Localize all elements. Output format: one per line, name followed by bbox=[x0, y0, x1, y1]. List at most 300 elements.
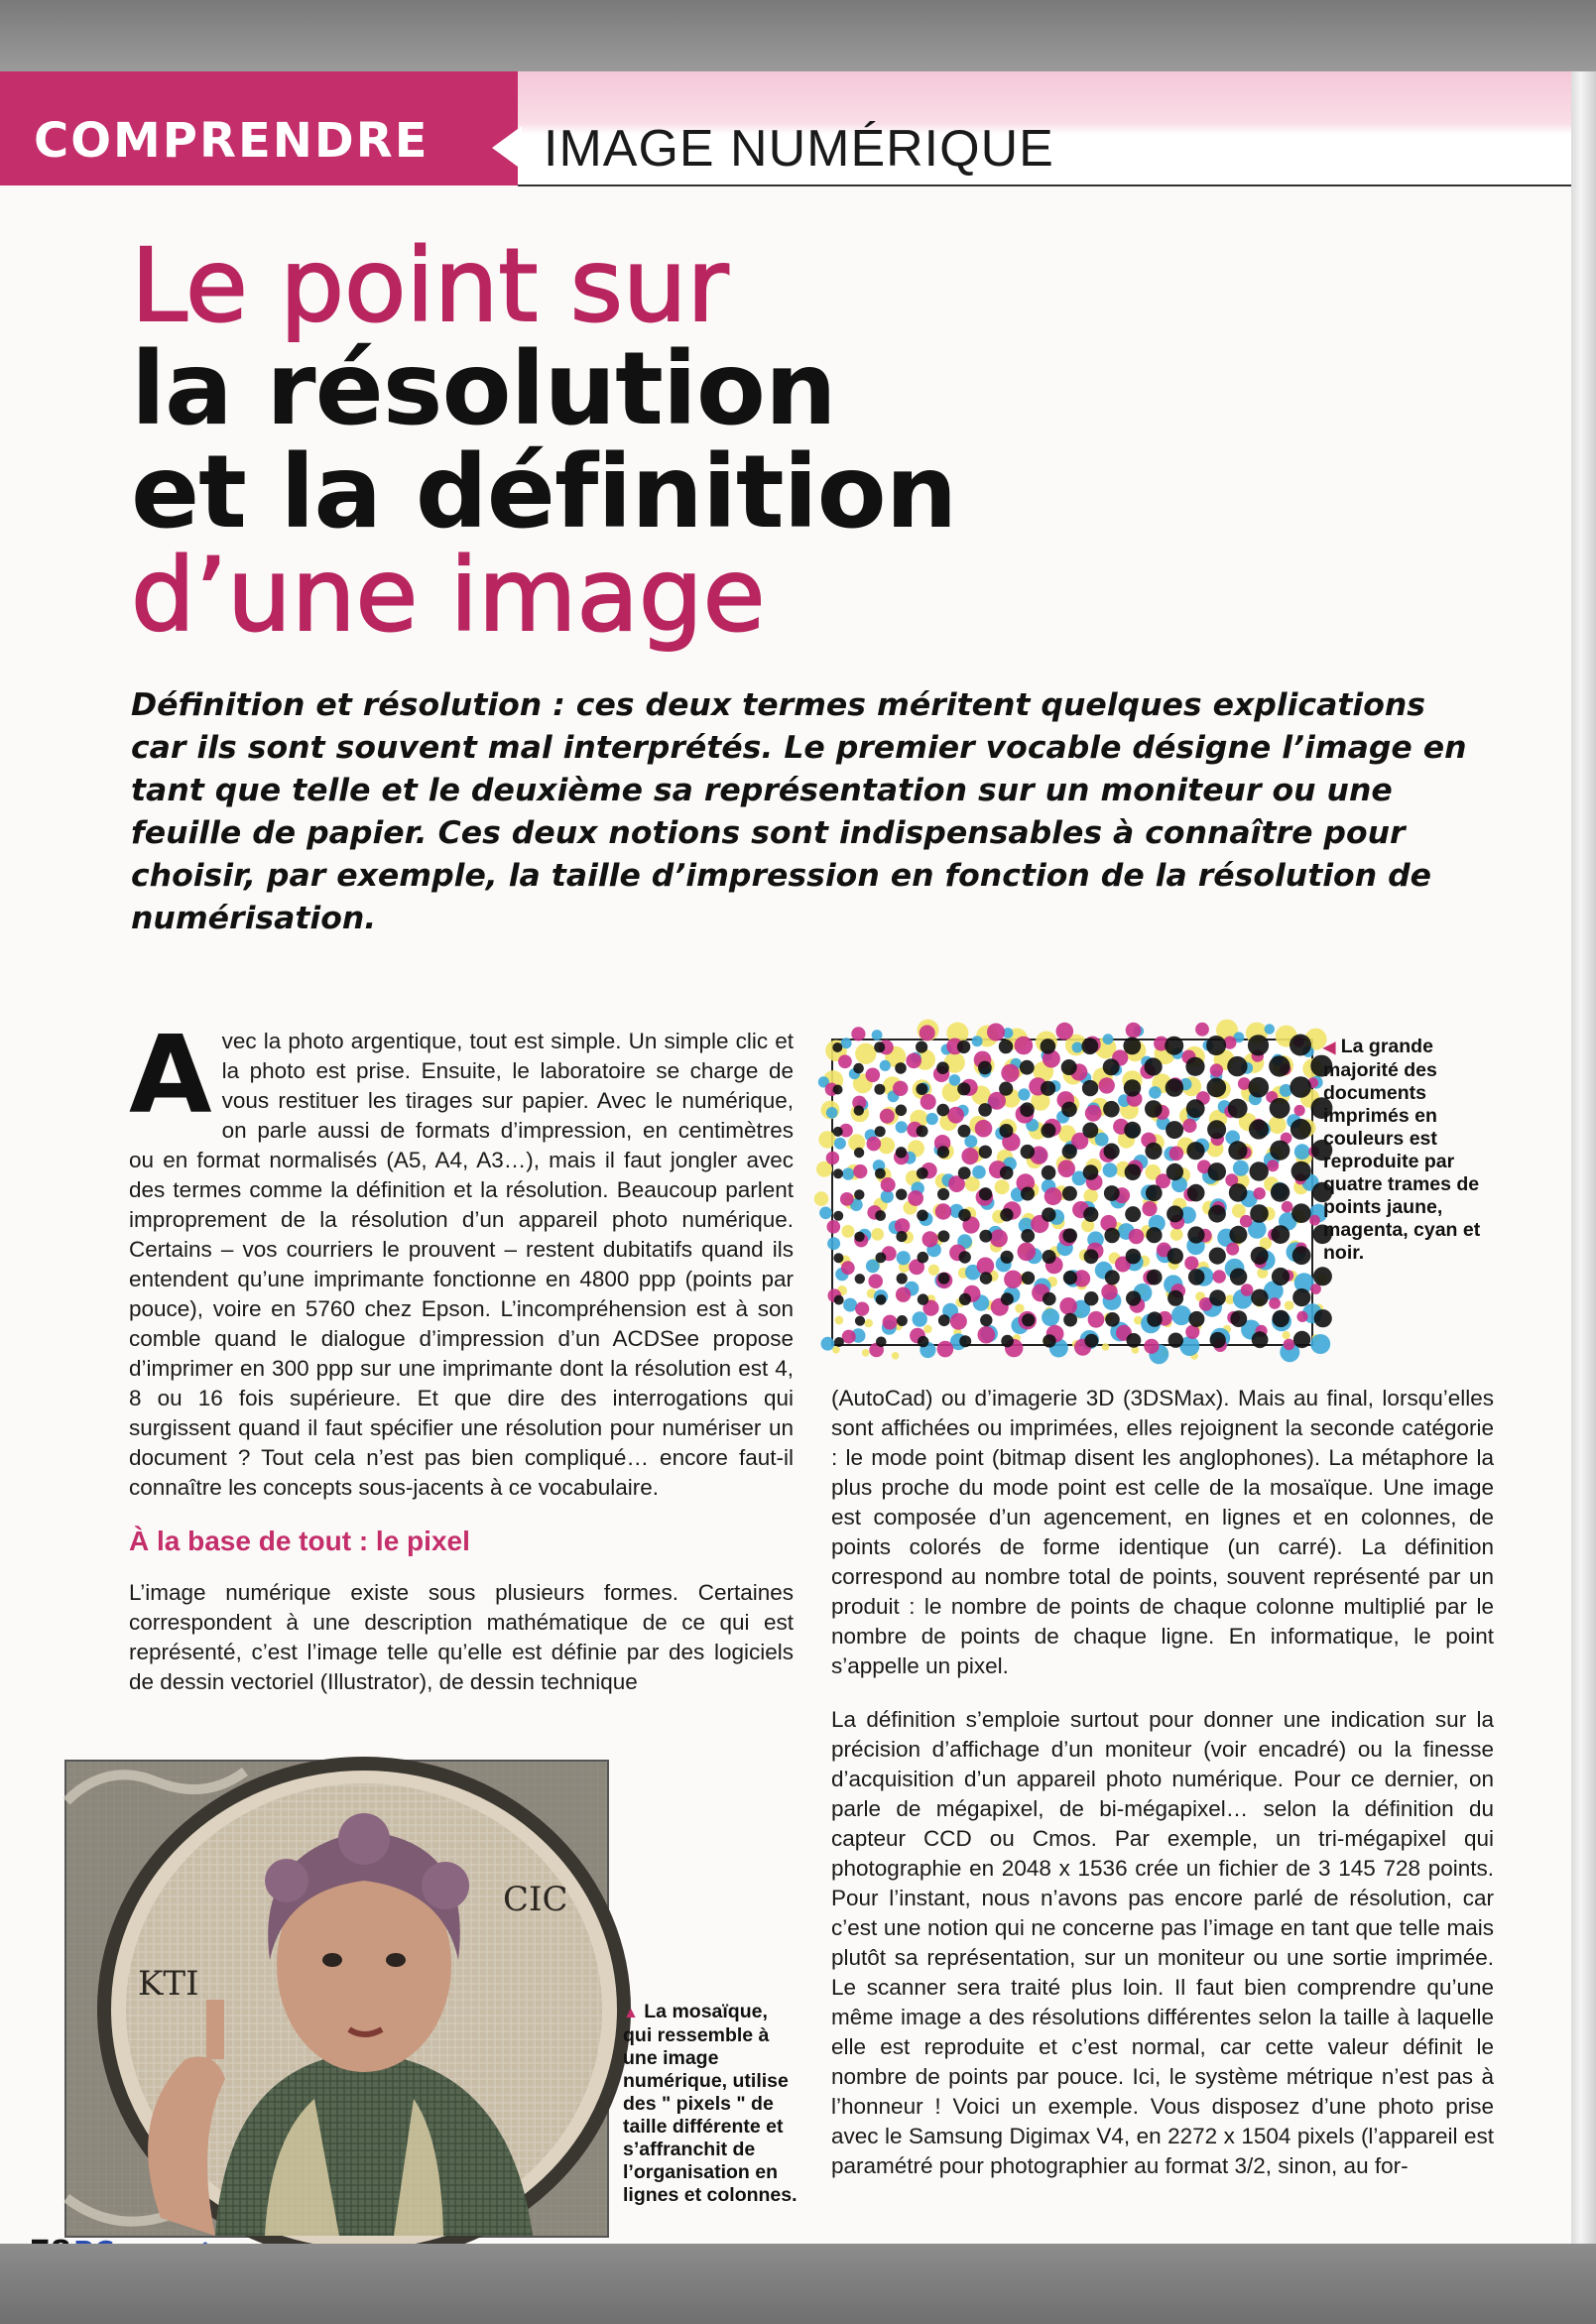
halftone-dot bbox=[1188, 1269, 1205, 1285]
halftone-dot bbox=[896, 1105, 908, 1117]
halftone-dot bbox=[1167, 1290, 1183, 1306]
halftone-dot bbox=[1062, 1228, 1077, 1243]
halftone-dot bbox=[1001, 1292, 1014, 1305]
halftone-dot bbox=[1084, 1291, 1098, 1305]
halftone-dot bbox=[1252, 1331, 1269, 1348]
halftone-dot bbox=[1044, 1187, 1062, 1205]
halftone-dot bbox=[874, 1084, 885, 1095]
halftone-dot bbox=[1209, 1248, 1226, 1265]
halftone-dot bbox=[1184, 1256, 1198, 1270]
halftone-dot bbox=[855, 1274, 865, 1284]
halftone-dot bbox=[1083, 1188, 1098, 1203]
halftone-dot bbox=[938, 1273, 950, 1284]
halftone-dot bbox=[979, 1146, 992, 1159]
halftone-dot bbox=[866, 1068, 881, 1083]
halftone-dot bbox=[918, 1252, 929, 1264]
halftone-dot bbox=[841, 1225, 854, 1238]
halftone-dot bbox=[916, 1083, 927, 1095]
halftone-dot bbox=[1102, 1343, 1110, 1351]
halftone-dot bbox=[1020, 1060, 1035, 1075]
halftone-dot bbox=[1126, 1249, 1142, 1265]
halftone-dot bbox=[1228, 1099, 1248, 1119]
halftone-dot bbox=[897, 1251, 911, 1265]
halftone-dot bbox=[1170, 1228, 1183, 1241]
halftone-dot bbox=[1063, 1271, 1077, 1284]
halftone-dot bbox=[1185, 1057, 1204, 1076]
halftone-dot bbox=[868, 1274, 883, 1288]
caption-pointer-icon: ◀ bbox=[1323, 1040, 1336, 1056]
halftone-dot bbox=[917, 1167, 928, 1179]
halftone-dot bbox=[908, 1190, 923, 1206]
left-column bbox=[129, 1014, 794, 1721]
halftone-dot bbox=[917, 1210, 928, 1222]
halftone-dot bbox=[937, 1146, 949, 1158]
halftone-dot bbox=[1043, 1334, 1055, 1347]
halftone-dot bbox=[1169, 1147, 1184, 1162]
halftone-dot bbox=[1104, 1185, 1120, 1201]
mosaic-photo bbox=[64, 1760, 609, 2238]
halftone-dot bbox=[855, 1316, 865, 1326]
halftone-dot bbox=[980, 1272, 993, 1284]
halftone-dot bbox=[1083, 1207, 1098, 1222]
halftone-dot bbox=[827, 1220, 841, 1234]
halftone-dot bbox=[1088, 1311, 1105, 1328]
halftone-dot bbox=[1001, 1335, 1014, 1348]
halftone-dot bbox=[1149, 1086, 1162, 1099]
halftone-dot bbox=[881, 1177, 896, 1192]
halftone-dot bbox=[1061, 1102, 1077, 1118]
halftone-dot bbox=[913, 1311, 927, 1326]
halftone-dot bbox=[1229, 1183, 1248, 1202]
halftone-dot bbox=[1271, 1182, 1289, 1201]
caption-pointer-icon: ▲ bbox=[623, 2005, 639, 2021]
halftone-dot bbox=[840, 1192, 854, 1206]
halftone-dot bbox=[880, 1109, 895, 1124]
halftone-dot bbox=[1187, 1226, 1204, 1243]
halftone-dot bbox=[958, 1125, 971, 1138]
halftone-dot bbox=[1062, 1186, 1077, 1201]
halftone-dot bbox=[1104, 1228, 1119, 1243]
definition-paragraph: La définition s’emploie surtout pour donner une indication sur la précision d’affichage d’un moniteur (voir encadré) ou la finesse d’acquisition d’un appareil photo numérique. Pour ce dernier, on parle de mégapixel, de bi-mégapixel… selon la définition du capteur CCD ou Cmos. Par exemple, un tri-mégapixel qui photographie en 2048 x 1536 crée un fichier de 3 145 728 points. Pour l’instant, nous n’avons pas encore parlé de résolution, car c’est une notion qui ne concerne pas l’image en tant que telle mais plutôt sa représentation, sur un moniteur ou une sortie imprimée. Le scanner sera traité plus loin. Il faut bien comprendre qu’une même image a des résolutions différentes selon la taille à laquelle elle est reproduite et c’est normal, car cette valeur définit le nombre de points par pouce. Ici, le système métrique n’est pas à l’honneur ! Voici un exemple. Vous disposez d’une photo prise avec le Samsung Digimax V4, en 2272 x 1504 pixels (l’appareil est paramétré pour photographier au format 3/2, sinon, au for- bbox=[831, 1707, 1494, 2178]
halftone-dot bbox=[1146, 1227, 1162, 1243]
halftone-dot bbox=[875, 1168, 886, 1179]
halftone-dot bbox=[876, 1294, 887, 1305]
halftone-dot bbox=[875, 1126, 886, 1137]
halftone-dot bbox=[1000, 1208, 1013, 1221]
scan-top-border bbox=[0, 0, 1596, 71]
halftone-dot bbox=[883, 1315, 898, 1330]
halftone-dot bbox=[1043, 1250, 1056, 1264]
halftone-dot bbox=[959, 1335, 971, 1347]
halftone-dot bbox=[1059, 1297, 1077, 1315]
halftone-dot bbox=[1269, 1055, 1289, 1076]
halftone-dot bbox=[1021, 1145, 1035, 1159]
halftone-dot bbox=[999, 1040, 1013, 1053]
halftone-dot bbox=[1041, 1081, 1055, 1096]
title-line-2: la résolution bbox=[131, 330, 836, 448]
halftone-dot bbox=[935, 1203, 951, 1219]
halftone-dot bbox=[1293, 1331, 1310, 1348]
halftone-dot bbox=[1265, 1024, 1275, 1034]
halftone-dot bbox=[1126, 1290, 1141, 1305]
halftone-dot bbox=[978, 1061, 992, 1075]
halftone-dot bbox=[853, 1063, 864, 1074]
halftone-dot bbox=[1207, 1120, 1226, 1139]
halftone-dot bbox=[917, 1125, 928, 1137]
halftone-dot bbox=[896, 1147, 907, 1158]
halftone-dot bbox=[1082, 1080, 1098, 1096]
halftone-dot bbox=[1314, 1309, 1332, 1327]
halftone-dot bbox=[936, 1061, 949, 1074]
halftone-dot bbox=[1240, 1215, 1253, 1228]
halftone-dot bbox=[1043, 1292, 1056, 1306]
halftone-dot bbox=[896, 1287, 911, 1302]
halftone-dot bbox=[1083, 1164, 1099, 1180]
halftone-dot bbox=[923, 1325, 931, 1333]
halftone-dot bbox=[1233, 1161, 1249, 1176]
halftone-dot bbox=[834, 1337, 844, 1347]
halftone-dot bbox=[1165, 1037, 1183, 1055]
halftone-dot bbox=[826, 1107, 838, 1119]
halftone-dot bbox=[1001, 1251, 1014, 1264]
halftone-dot bbox=[918, 1336, 928, 1347]
halftone-dot bbox=[987, 1024, 1005, 1041]
scan-bottom-border bbox=[0, 2244, 1596, 2324]
halftone-dot bbox=[1145, 1143, 1162, 1160]
halftone-dot bbox=[896, 1121, 908, 1133]
halftone-dot bbox=[855, 1302, 869, 1316]
halftone-dot bbox=[995, 1179, 1010, 1194]
halftone-dot bbox=[826, 1152, 839, 1164]
halftone-dot bbox=[972, 1165, 986, 1179]
halftone-dot bbox=[1166, 1205, 1183, 1222]
halftone-dot bbox=[1144, 1339, 1159, 1354]
halftone-dot bbox=[1101, 1284, 1117, 1299]
halftone-dot bbox=[1020, 1102, 1035, 1117]
halftone-dot bbox=[1186, 1142, 1204, 1160]
halftone-dot bbox=[1208, 1205, 1226, 1223]
halftone-dot bbox=[1251, 1247, 1269, 1265]
halftone-dot bbox=[864, 1319, 873, 1328]
halftone-dot bbox=[1126, 1023, 1142, 1039]
halftone-dot bbox=[1269, 1116, 1287, 1134]
halftone-dot bbox=[876, 1337, 887, 1348]
halftone-dot bbox=[937, 1230, 949, 1242]
halftone-dot bbox=[1292, 1246, 1311, 1265]
halftone-dot bbox=[1123, 1038, 1141, 1055]
halftone-dot bbox=[1229, 1226, 1247, 1244]
halftone-dot bbox=[1206, 1036, 1226, 1055]
halftone-dot bbox=[990, 1229, 1008, 1247]
halftone-dot bbox=[854, 1189, 864, 1199]
halftone-caption-text: La grande majorité des documents imprimés en couleurs est reproduite par quatre trames de points jaune, magenta, cyan et noir. bbox=[1323, 1036, 1481, 1264]
halftone-dot bbox=[978, 1326, 996, 1344]
halftone-dot bbox=[916, 1041, 927, 1053]
page-edge bbox=[1571, 71, 1596, 2244]
halftone-dot bbox=[1292, 1288, 1310, 1306]
halftone-dot bbox=[897, 1315, 908, 1326]
halftone-dot bbox=[1056, 1023, 1074, 1040]
halftone-dot bbox=[1104, 1144, 1120, 1160]
halftone-dot bbox=[1249, 1120, 1269, 1140]
halftone-dot bbox=[854, 1232, 864, 1242]
halftone-dot bbox=[1166, 1163, 1183, 1180]
drop-cap: A bbox=[129, 1014, 212, 1138]
halftone-dot bbox=[961, 1148, 978, 1164]
halftone-dot bbox=[1213, 1270, 1226, 1283]
halftone-dot bbox=[821, 1337, 835, 1351]
halftone-dot bbox=[1041, 1039, 1056, 1054]
halftone-dot bbox=[834, 1295, 844, 1305]
halftone-dot bbox=[1147, 1270, 1163, 1285]
right-column bbox=[831, 1384, 1494, 2205]
halftone-dot bbox=[835, 1316, 844, 1325]
halftone-dot bbox=[1041, 1123, 1055, 1138]
halftone-dot bbox=[965, 1176, 980, 1191]
halftone-dot bbox=[1105, 1312, 1120, 1327]
halftone-dot bbox=[950, 1313, 967, 1330]
halftone-dot bbox=[1145, 1100, 1163, 1118]
halftone-dot bbox=[1285, 1300, 1294, 1310]
halftone-dot bbox=[1129, 1229, 1145, 1245]
halftone-figure bbox=[831, 1039, 1313, 1346]
halftone-dot bbox=[1207, 1078, 1227, 1098]
halftone-dot bbox=[1230, 1269, 1247, 1285]
bitmap-paragraph: (AutoCad) ou d’imagerie 3D (3DSMax). Mais au final, lorsqu’elles sont affichées ou imprimées, elles rejoignent la seconde catégorie : le mode point (bitmap disent les anglophones). La métaphore la plus proche du mode point est celle de la mosaïque. Une image est composée d’un agencement, en lignes et en colonnes, de points colorés de forme identique (un carré). La définition correspond au nombre total de points, souvent représenté par un produit : le nombre de points de chaque colonne multiplié par le nombre de points de chaque ligne. En informatique, le point s’appelle un pixel. bbox=[831, 1386, 1494, 1678]
mosaic-letters-right: CIC bbox=[503, 1880, 568, 1919]
halftone-dot bbox=[1125, 1163, 1142, 1180]
halftone-dot bbox=[1310, 1334, 1330, 1354]
halftone-dot bbox=[1290, 1119, 1311, 1140]
halftone-dot bbox=[1186, 1099, 1205, 1118]
halftone-dot bbox=[1146, 1184, 1163, 1201]
halftone-dot bbox=[1072, 1042, 1083, 1053]
halftone-dot bbox=[838, 1054, 852, 1068]
title-line-4: d’une image bbox=[131, 537, 766, 655]
halftone-dot bbox=[876, 1253, 887, 1264]
halftone-dot bbox=[1228, 1141, 1247, 1160]
halftone-dot bbox=[1251, 1289, 1268, 1306]
halftone-dot bbox=[833, 1127, 843, 1137]
halftone-caption bbox=[1323, 1036, 1498, 1265]
halftone-dot bbox=[853, 1164, 867, 1178]
halftone-dot bbox=[875, 1210, 886, 1221]
halftone-dot bbox=[1270, 1141, 1289, 1161]
halftone-dot bbox=[1195, 1023, 1209, 1037]
halftone-dot bbox=[1105, 1270, 1120, 1284]
halftone-dot bbox=[949, 1074, 961, 1086]
halftone-dot bbox=[842, 1167, 854, 1179]
halftone-dot bbox=[999, 1124, 1013, 1138]
pixel-paragraph: L’image numérique existe sous plusieurs formes. Certaines correspondent à une description mathématique de ce qui est représenté, c’est l’image telle qu’elle est définie par des logiciels de dessin vectoriel (Illustrator), de dessin technique bbox=[129, 1580, 794, 1694]
halftone-dot bbox=[871, 1228, 884, 1241]
halftone-dot bbox=[843, 1298, 857, 1312]
halftone-dot bbox=[972, 1036, 983, 1046]
halftone-dot bbox=[921, 1094, 936, 1110]
title-line-1: Le point sur bbox=[131, 227, 729, 345]
halftone-dot bbox=[880, 1060, 891, 1071]
halftone-dot bbox=[1063, 1313, 1077, 1327]
halftone-dot bbox=[1294, 1105, 1305, 1116]
halftone-dot bbox=[892, 1352, 900, 1360]
halftone-dot bbox=[1230, 1310, 1247, 1327]
halftone-dot bbox=[1171, 1305, 1191, 1325]
section-arrow-icon bbox=[492, 126, 522, 170]
halftone-dot bbox=[1249, 1077, 1270, 1098]
halftone-dot bbox=[1127, 1333, 1142, 1348]
halftone-dot bbox=[1124, 1079, 1141, 1096]
halftone-dot bbox=[1000, 1166, 1014, 1180]
halftone-dot bbox=[1267, 1160, 1279, 1171]
halftone-dot bbox=[1085, 1105, 1102, 1122]
mosaic-caption-text: La mosaïque, qui ressemble à une image numérique, utilise des " pixels " de taille différente et s’affranchit de l’organisation en lignes et colonnes. bbox=[623, 2001, 798, 2206]
halftone-dot bbox=[957, 1082, 970, 1095]
halftone-dot bbox=[978, 1103, 992, 1117]
halftone-dot bbox=[918, 1293, 928, 1304]
halftone-dot bbox=[1004, 1271, 1022, 1288]
halftone-dot bbox=[1015, 1303, 1024, 1312]
halftone-dot bbox=[1057, 1160, 1075, 1177]
halftone-dot bbox=[980, 1314, 992, 1326]
halftone-dot bbox=[832, 1042, 842, 1052]
halftone-dot bbox=[1082, 1123, 1098, 1139]
halftone-dot bbox=[1103, 1034, 1114, 1044]
halftone-dot bbox=[920, 1025, 935, 1040]
halftone-dot bbox=[854, 1105, 864, 1115]
halftone-dot bbox=[1273, 1310, 1289, 1327]
halftone-dot bbox=[1103, 1101, 1120, 1118]
halftone-dot bbox=[1166, 1121, 1183, 1139]
halftone-dot bbox=[1001, 1064, 1019, 1082]
halftone-dot bbox=[867, 1137, 882, 1152]
halftone-dot bbox=[1021, 1187, 1035, 1201]
intro-paragraph bbox=[129, 1014, 794, 1503]
halftone-dot bbox=[1271, 1225, 1289, 1244]
topic-name: IMAGE NUMÉRIQUE bbox=[544, 120, 1054, 178]
halftone-dot bbox=[1289, 1076, 1311, 1098]
halftone-dot bbox=[1042, 1308, 1059, 1326]
halftone-dot bbox=[936, 1104, 949, 1117]
halftone-dot bbox=[1294, 1144, 1310, 1160]
halftone-dot bbox=[1272, 1268, 1289, 1285]
halftone-dot bbox=[959, 1251, 971, 1263]
halftone-dot bbox=[1061, 1059, 1077, 1075]
halftone-dot bbox=[1187, 1184, 1205, 1202]
halftone-dot bbox=[957, 1040, 970, 1053]
halftone-dot bbox=[819, 1207, 832, 1220]
halftone-dot bbox=[975, 1120, 993, 1138]
magazine-page bbox=[0, 71, 1571, 2244]
header-rule bbox=[518, 184, 1571, 186]
halftone-dot bbox=[937, 1188, 949, 1200]
halftone-dot bbox=[1022, 1313, 1035, 1326]
halftone-dot bbox=[999, 1082, 1013, 1096]
halftone-dot bbox=[874, 1041, 885, 1052]
halftone-dot bbox=[947, 1107, 964, 1124]
halftone-dot bbox=[893, 1081, 908, 1096]
halftone-dot bbox=[834, 1138, 846, 1150]
halftone-dot bbox=[1309, 1215, 1320, 1226]
halftone-dot bbox=[1022, 1272, 1035, 1284]
halftone-dot bbox=[1084, 1249, 1099, 1264]
halftone-dot bbox=[1250, 1204, 1269, 1223]
halftone-dot bbox=[1209, 1289, 1226, 1306]
halftone-dot bbox=[1145, 1057, 1163, 1075]
halftone-dot bbox=[1042, 1207, 1055, 1221]
halftone-dot bbox=[906, 1053, 921, 1069]
halftone-dot bbox=[841, 1261, 855, 1275]
halftone-dot bbox=[1227, 1056, 1247, 1076]
halftone-dot bbox=[1241, 1284, 1254, 1296]
halftone-dot bbox=[1021, 1229, 1035, 1243]
halftone-dot bbox=[1142, 1201, 1157, 1216]
intro-text: vec la photo argentique, tout est simple. Un simple clic et la photo est prise. Ensuite, le laboratoire se charge de vous restituer les tirages sur papier. Avec le numérique, on parle aussi de formats d’impression, en centimètres ou en format normalisés (A5, A4, A3…), mais il faut jongler avec des termes comme la définition et la résolution. Beaucoup parlent improprement de la résolution d’un appareil photo numérique. Certains – vos courriers le prouvent – restent dubitatifs quand ils entendent qu’une imprimante fonctionne en 4800 ppp (points par pouce), voire en 5760 chez Epson. L’incompréhension est à son comble quand le dialogue d’impression d’un ACDSee propose d’imprimer en 300 ppp sur une imprimante dont la résolution est 4, 8 ou 16 fois supérieure. Et que dire des interrogations qui surgissent quand il faut spécifier une résolution pour numériser un document ? Tout cela n’est pas bien compliqué… encore faut-il connaître les concepts sous-jacents à ce vocabulaire. bbox=[129, 1029, 794, 1500]
halftone-dot bbox=[926, 1113, 938, 1125]
halftone-dot bbox=[1084, 1334, 1098, 1348]
halftone-dot bbox=[979, 1187, 992, 1200]
halftone-dot bbox=[937, 1341, 954, 1358]
halftone-dot bbox=[895, 1062, 907, 1074]
halftone-dot bbox=[1291, 1203, 1311, 1223]
halftone-dot bbox=[1270, 1098, 1290, 1119]
halftone-dot bbox=[1125, 1206, 1141, 1222]
halftone-dot bbox=[833, 1211, 843, 1221]
halftone-dot bbox=[1103, 1162, 1118, 1177]
halftone-dot bbox=[1254, 1187, 1266, 1199]
halftone-dot bbox=[814, 1191, 829, 1206]
halftone-dot bbox=[862, 1349, 870, 1357]
halftone-dot bbox=[959, 1293, 971, 1305]
halftone-dot bbox=[872, 1030, 883, 1040]
halftone-dot bbox=[1099, 1077, 1115, 1093]
halftone-dot bbox=[1296, 1311, 1307, 1322]
halftone-dot bbox=[1124, 1122, 1141, 1139]
halftone-dot bbox=[1289, 1035, 1311, 1056]
halftone-dot bbox=[1182, 1119, 1196, 1133]
halftone-dot bbox=[979, 1230, 992, 1243]
halftone-dot bbox=[928, 1265, 939, 1276]
halftone-dot bbox=[1147, 1311, 1162, 1326]
halftone-dot bbox=[1081, 1038, 1098, 1054]
halftone-dot bbox=[897, 1273, 908, 1284]
article-lead: Définition et résolution : ces deux termes méritent quelques explications car ils sont souvent mal interprétés. Le premier vocable désigne l’image en tant que telle et le deuxième sa représentation sur un moniteur ou une feuille de papier. Ces deux notions sont indispensables à connaître pour choisir, par exemple, la taille d’impression en fonction de la résolution de numérisation. bbox=[131, 687, 1467, 936]
halftone-dot bbox=[833, 1253, 843, 1263]
mosaic-letters-left: ΚΤΙ bbox=[138, 1964, 199, 2004]
halftone-dot bbox=[1283, 1331, 1290, 1339]
subheading: À la base de tout : le pixel bbox=[129, 1526, 470, 1556]
halftone-dot bbox=[855, 1043, 876, 1064]
halftone-dot bbox=[1226, 1243, 1239, 1256]
halftone-dot bbox=[1282, 1201, 1293, 1213]
halftone-dot bbox=[1018, 1243, 1037, 1262]
halftone-dot bbox=[1313, 1267, 1332, 1285]
halftone-dot bbox=[833, 1085, 843, 1095]
halftone-dot bbox=[827, 1237, 840, 1250]
article-title bbox=[131, 227, 957, 655]
halftone-dot bbox=[1188, 1311, 1204, 1327]
halftone-dot bbox=[896, 1189, 907, 1200]
halftone-dot bbox=[833, 1168, 843, 1178]
halftone-dot bbox=[1269, 1297, 1281, 1309]
halftone-dot bbox=[1291, 1162, 1311, 1181]
halftone-dot bbox=[958, 1209, 971, 1222]
halftone-dot bbox=[1248, 1035, 1269, 1055]
halftone-dot bbox=[1166, 1078, 1183, 1096]
halftone-dot bbox=[896, 1231, 907, 1242]
halftone-dot bbox=[1210, 1063, 1223, 1076]
title-line-3: et la définition bbox=[131, 433, 957, 551]
mosaic-caption bbox=[623, 2001, 801, 2207]
